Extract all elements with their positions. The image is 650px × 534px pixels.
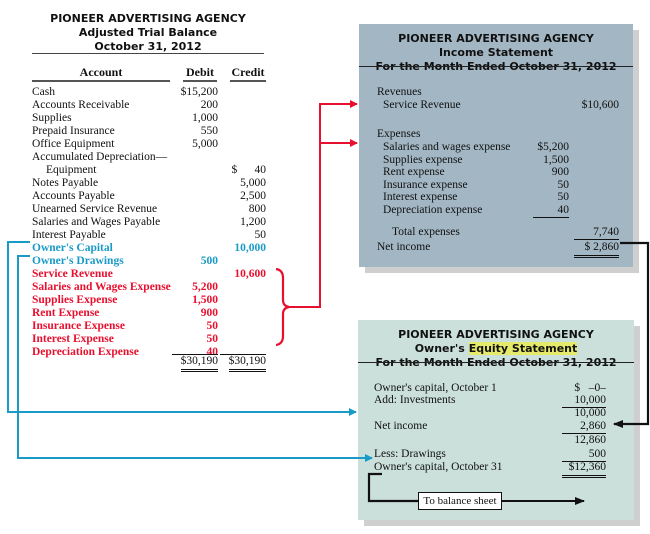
equity-line-label: Owner's capital, October 1 — [374, 382, 497, 394]
account-name: Equipment — [46, 164, 97, 176]
debit-amount: 1,500 — [192, 294, 218, 306]
account-name: Notes Payable — [32, 177, 99, 189]
highlighted-text: Equity Statement — [468, 342, 578, 355]
equity-line-amount: 10,000 — [558, 394, 606, 408]
revenue-item: Service Revenue — [383, 99, 461, 111]
account-name: Salaries and Wages Payable — [32, 216, 161, 228]
equity-line-amount: 500 — [558, 448, 606, 462]
expense-amount: 50 — [557, 191, 569, 203]
equity-line-amount: 12,860 — [574, 434, 606, 446]
equity-line-label: Net income — [374, 420, 428, 432]
equity-line-amount: $ –0– — [574, 382, 606, 394]
credit-amount: 800 — [248, 203, 266, 215]
account-name: Insurance Expense — [32, 320, 125, 332]
net-income-label: Net income — [377, 241, 431, 253]
credit-amount: 10,600 — [234, 268, 266, 280]
account-name: Office Equipment — [32, 138, 115, 150]
expense-amount: 40 — [519, 204, 569, 218]
account-name: Prepaid Insurance — [32, 125, 115, 137]
expense-label: Depreciation expense — [383, 203, 483, 216]
equity-line-label: Owner's capital, October 31 — [374, 461, 503, 473]
credit-amount: 50 — [254, 229, 266, 241]
equity-line-amount: 10,000 — [574, 407, 606, 419]
trial-balance-date: October 31, 2012 — [94, 40, 202, 53]
debit-amount: 900 — [200, 307, 218, 319]
expense-amount: 1,500 — [543, 153, 569, 166]
net-income-connector — [614, 243, 648, 424]
account-name: Interest Payable — [32, 229, 106, 241]
trial-balance-title: Adjusted Trial Balance — [78, 26, 218, 39]
equity-line-label: Less: Drawings — [374, 448, 446, 460]
debit-amount: $15,200 — [180, 86, 218, 98]
debit-amount: 50 — [206, 333, 218, 345]
credit-amount: 1,200 — [240, 216, 266, 228]
to-balance-sheet-label: To balance sheet — [418, 492, 502, 510]
expense-amount: 900 — [551, 166, 569, 178]
income-title: Income Statement — [438, 46, 554, 59]
expense-amount: 50 — [557, 178, 569, 191]
expenses-label: Expenses — [377, 128, 421, 140]
company-name: PIONEER ADVERTISING AGENCY — [398, 328, 594, 341]
expense-label: Salaries and wages expense — [383, 141, 511, 153]
expense-brace — [276, 269, 289, 345]
expense-label: Rent expense — [383, 166, 445, 178]
debit-amount: 500 — [200, 255, 218, 267]
total-debit: $30,190 — [172, 354, 218, 372]
net-income: $ 2,860 — [574, 241, 619, 258]
equity-period: For the Month Ended October 31, 2012 — [375, 356, 617, 369]
account-name: Salaries and Wages Expense — [32, 281, 171, 293]
equity-title: Owner's Equity Statement — [414, 342, 578, 355]
debit-amount: 550 — [200, 125, 218, 137]
debit-amount: 5,000 — [192, 138, 218, 150]
debit-amount: 1,000 — [192, 112, 218, 124]
col-header-debit: Debit — [183, 66, 217, 82]
account-name: Accounts Payable — [32, 190, 115, 202]
total-credit: $30,190 — [220, 354, 266, 372]
revenue-expense-connector — [289, 104, 357, 307]
expense-amount: $5,200 — [537, 141, 569, 153]
account-name: Service Revenue — [32, 268, 113, 280]
col-header-account: Account — [32, 66, 170, 82]
debit-amount: 200 — [200, 99, 218, 111]
col-header-credit: Credit — [230, 66, 266, 82]
account-name: Depreciation Expense — [32, 346, 139, 358]
total-expenses-label: Total expenses — [392, 226, 460, 238]
account-name: Supplies Expense — [32, 294, 118, 306]
company-name: PIONEER ADVERTISING AGENCY — [398, 32, 594, 45]
equity-line-label: Add: Investments — [374, 394, 456, 406]
account-name: Interest Expense — [32, 333, 114, 345]
balance-sheet-connector — [369, 474, 418, 501]
credit-amount: 10,000 — [234, 242, 266, 254]
account-name: Unearned Service Revenue — [32, 203, 158, 215]
account-name: Rent Expense — [32, 307, 100, 319]
revenue-amount: $10,600 — [581, 99, 619, 111]
drawings-connector — [18, 256, 372, 458]
revenues-label: Revenues — [377, 86, 422, 98]
expense-label: Interest expense — [383, 191, 458, 203]
credit-amount: 5,000 — [240, 177, 266, 189]
account-name: Cash — [32, 86, 55, 98]
account-name: Accumulated Depreciation— — [32, 151, 168, 163]
total-expenses: 7,740 — [574, 226, 619, 240]
credit-amount: $ 40 — [231, 164, 266, 176]
equity-line-amount: 2,860 — [558, 420, 606, 434]
expense-label: Supplies expense — [383, 153, 463, 166]
debit-amount: 50 — [206, 320, 218, 332]
company-name: PIONEER ADVERTISING AGENCY — [50, 12, 246, 25]
expense-label: Insurance expense — [383, 178, 468, 191]
account-name: Owner's Capital — [32, 242, 113, 254]
income-period: For the Month Ended October 31, 2012 — [375, 60, 617, 73]
equity-line-amount: $12,360 — [558, 461, 606, 478]
debit-amount: 40 — [206, 346, 218, 358]
account-name: Owner's Drawings — [32, 255, 124, 267]
credit-amount: 2,500 — [240, 190, 266, 202]
debit-amount: 5,200 — [192, 281, 218, 293]
capital-connector — [8, 242, 356, 412]
account-name: Supplies — [32, 112, 72, 124]
account-name: Accounts Receivable — [32, 99, 130, 111]
